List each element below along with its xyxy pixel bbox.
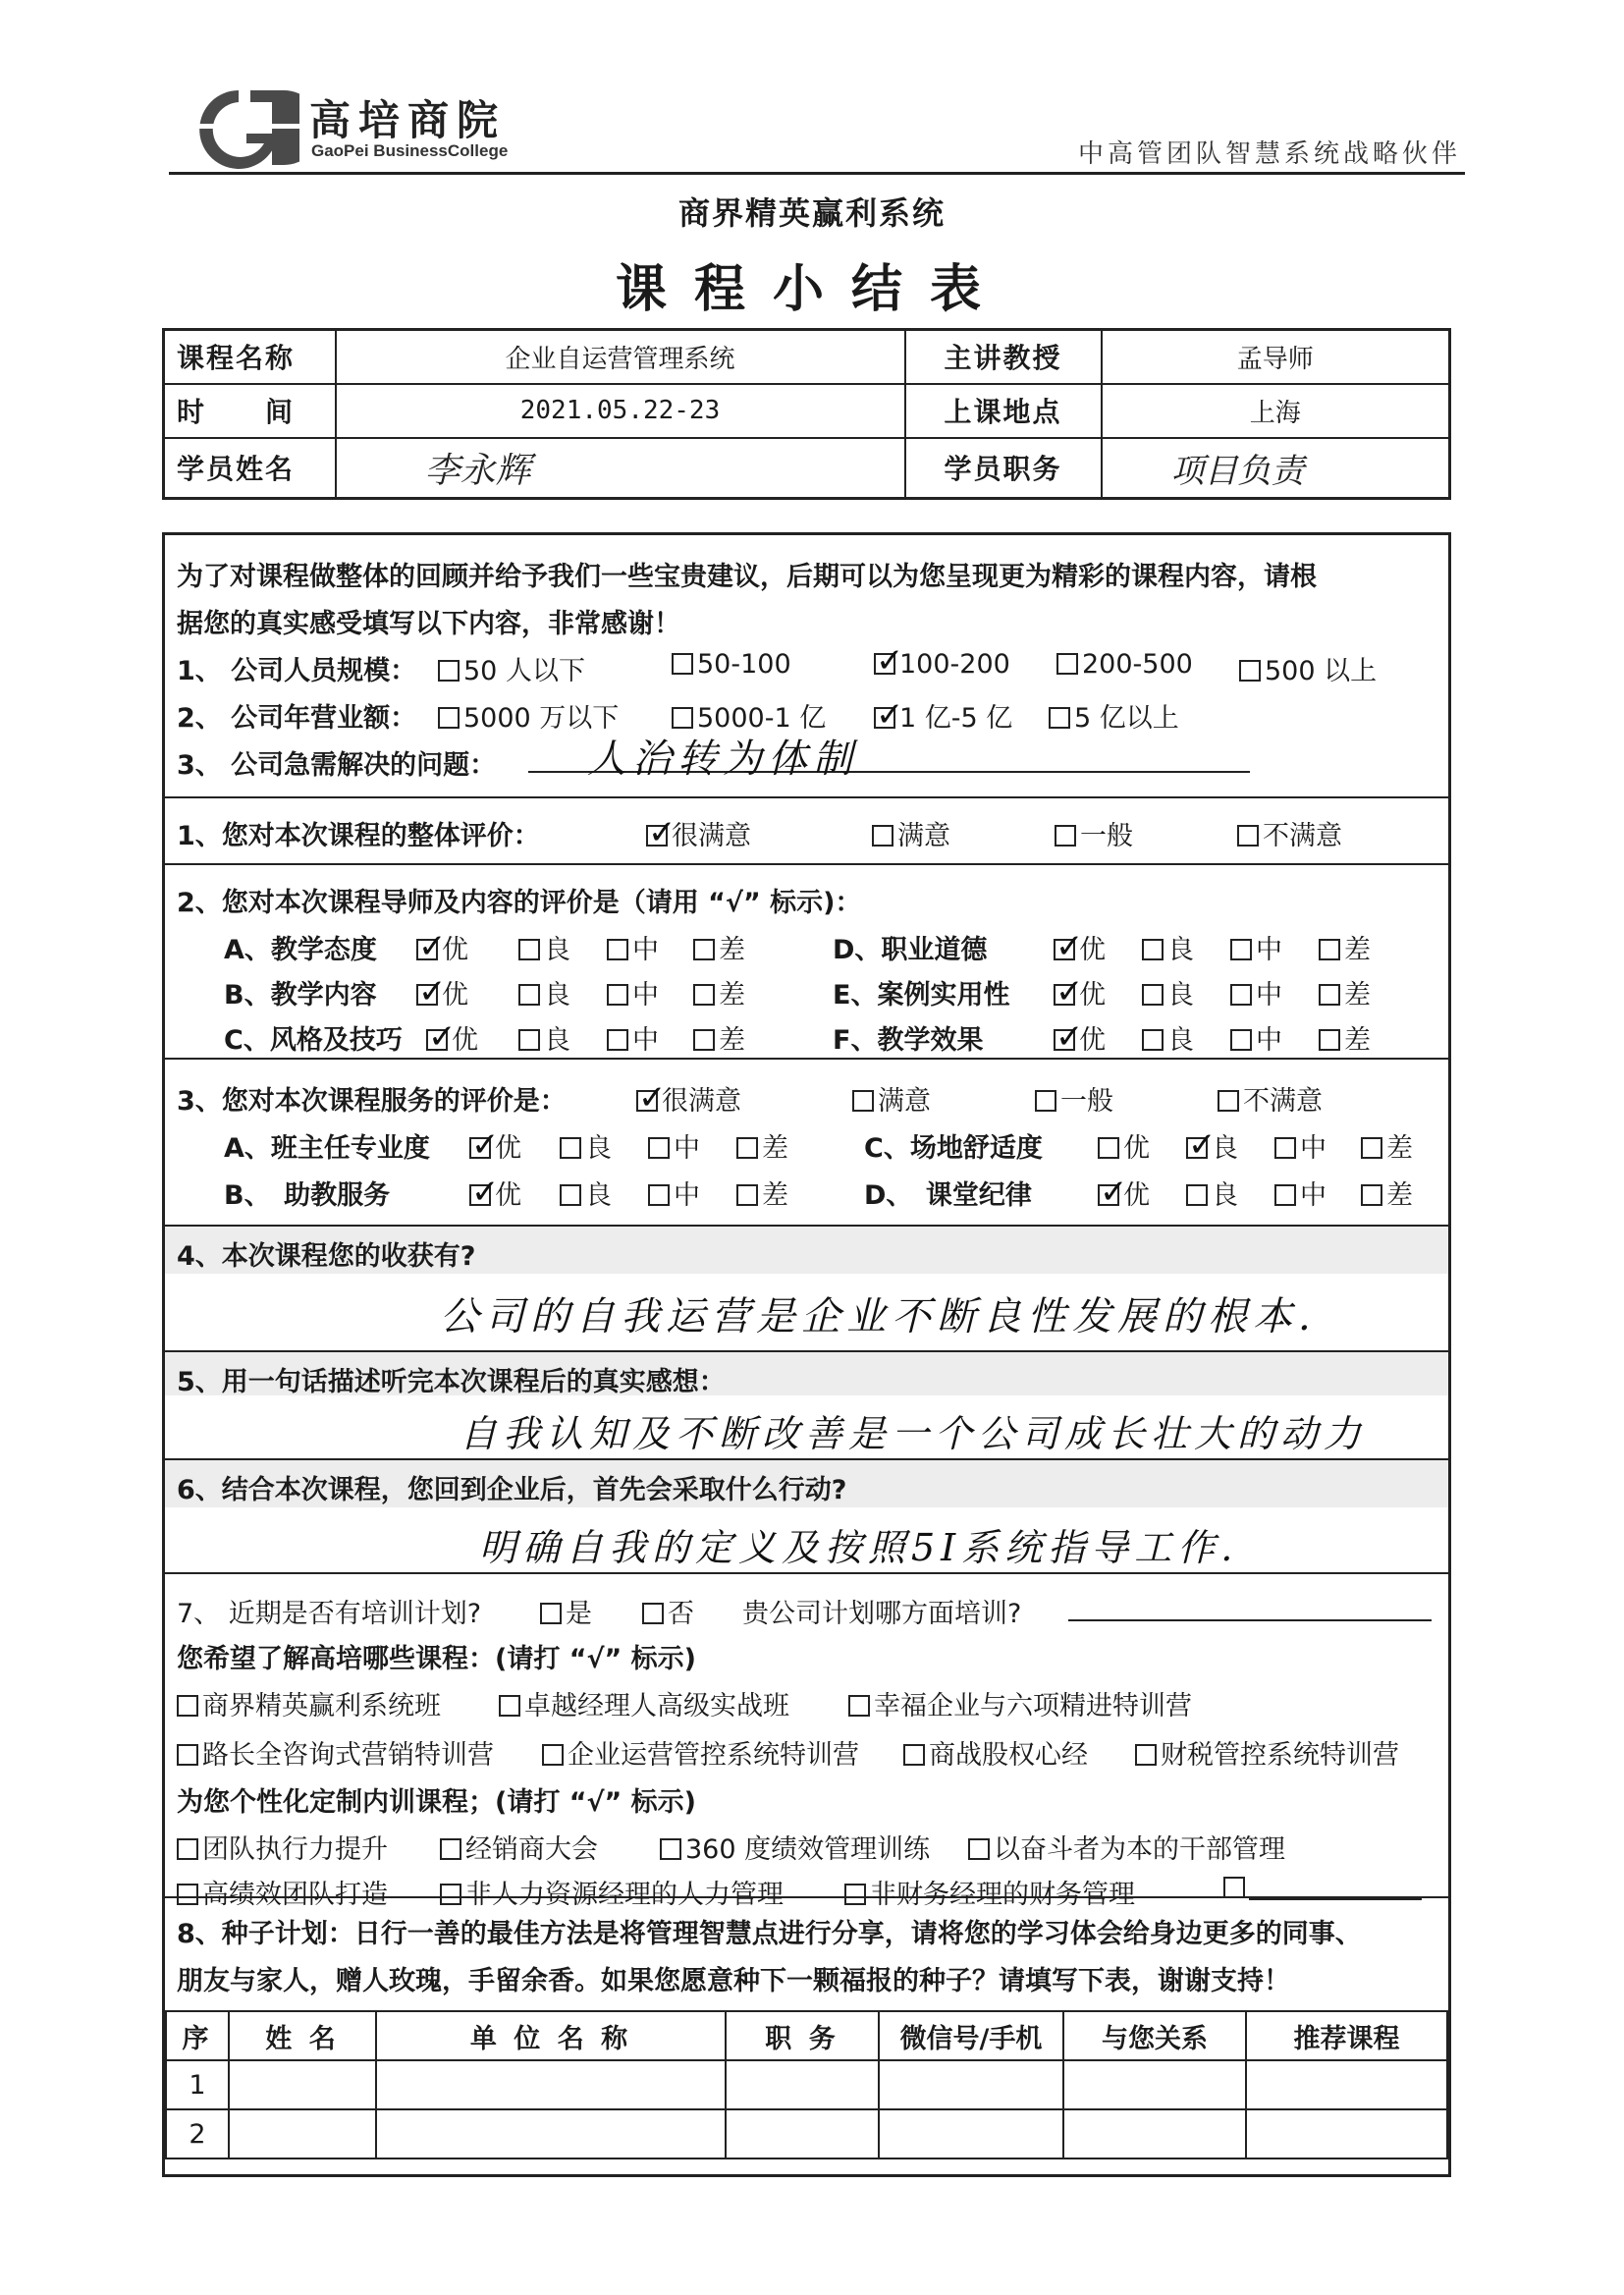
grade-option[interactable]: 差 — [693, 1018, 745, 1057]
checkbox-checked[interactable] — [1186, 1137, 1208, 1159]
checkbox[interactable] — [968, 1838, 990, 1860]
checkbox[interactable] — [736, 1137, 758, 1159]
service-item-c: C、场地舒适度 — [864, 1133, 1043, 1164]
checkbox[interactable] — [1223, 1877, 1245, 1898]
course-option[interactable]: 路长全咨询式营销特训营 — [177, 1733, 494, 1772]
checkbox[interactable] — [848, 1695, 870, 1717]
grade-option[interactable]: 差 — [1319, 973, 1371, 1011]
gain-section — [165, 1227, 1448, 1352]
grade-option[interactable]: 良 — [518, 928, 570, 966]
checkbox[interactable] — [440, 1838, 461, 1860]
grade-option[interactable]: 良 — [560, 1126, 612, 1165]
teacher-item-b: B、教学内容 — [224, 980, 377, 1011]
col-header-position: 职 务 — [726, 2011, 879, 2060]
grade-option[interactable]: 中 — [1230, 1018, 1282, 1057]
training-plan-question: 7、 近期是否有培训计划? — [177, 1599, 482, 1629]
service-item-a: A、班主任专业度 — [224, 1133, 430, 1164]
course-info-table — [162, 328, 1451, 500]
checkbox[interactable] — [1142, 1029, 1164, 1051]
size-option-1[interactable]: 50 人以下 — [438, 649, 585, 687]
row-index: 1 — [166, 2060, 229, 2109]
checkbox[interactable] — [672, 653, 693, 675]
grade-option[interactable]: 良 — [1142, 1018, 1194, 1057]
grade-option[interactable]: ✓ 优 — [469, 1126, 521, 1165]
student-position-label: 学员职务 — [905, 438, 1102, 499]
course-option[interactable]: 商战股权心经 — [903, 1733, 1088, 1772]
checkbox[interactable] — [648, 1184, 670, 1206]
checkbox[interactable] — [1218, 1090, 1239, 1112]
professor-value[interactable]: 孟导师 — [1102, 330, 1450, 384]
survey-form — [162, 532, 1451, 2177]
grade-option[interactable]: ✓ 良 — [1186, 1126, 1238, 1165]
revenue-option-3[interactable]: ✓ 1 亿-5 亿 — [874, 696, 1012, 735]
revenue-option-1[interactable]: 5000 万以下 — [438, 696, 619, 735]
company-info-section — [165, 535, 1448, 798]
student-name-value[interactable]: 李永辉 — [336, 438, 905, 499]
grade-option[interactable]: 差 — [1361, 1174, 1413, 1212]
urgent-problem-answer[interactable]: 人治转为体制 — [587, 737, 858, 782]
col-header-index: 序 — [166, 2011, 229, 2060]
checkbox-checked[interactable] — [874, 653, 895, 675]
grade-option[interactable]: 良 — [1186, 1174, 1238, 1212]
col-header-wechat: 微信号/手机 — [879, 2011, 1063, 2060]
grade-option[interactable]: 优 — [1098, 1126, 1150, 1165]
cell-input[interactable] — [726, 2060, 879, 2109]
checkbox-checked[interactable] — [1054, 939, 1075, 960]
seed-plan-line1: 8、种子计划：日行一善的最佳方法是将管理智慧点进行分享，请将您的学习体会给身边更多的同事、 — [177, 1919, 1362, 1949]
intro-text-line1: 为了对课程做整体的回顾并给予我们一些宝贵建议，后期可以为您呈现更为精彩的课程内容，请根 — [177, 562, 1317, 592]
checkbox[interactable] — [540, 1603, 562, 1624]
course-option[interactable]: 财税管控系统特训营 — [1135, 1733, 1399, 1772]
cell-input[interactable] — [229, 2060, 376, 2109]
location-label: 上课地点 — [905, 384, 1102, 438]
seed-plan-section — [165, 1898, 1448, 2010]
checkbox-checked[interactable] — [1054, 1029, 1075, 1051]
student-name-label: 学员姓名 — [164, 438, 336, 499]
header-divider — [169, 172, 1465, 175]
time-label: 时 间 — [164, 384, 336, 438]
checkbox[interactable] — [438, 707, 460, 729]
checkbox[interactable] — [1239, 660, 1261, 682]
custom-course-option[interactable]: 非人力资源经理的人力管理 — [440, 1873, 784, 1911]
checkbox[interactable] — [177, 1695, 198, 1717]
size-option-4[interactable]: 200-500 — [1056, 649, 1193, 680]
checkbox[interactable] — [1186, 1184, 1208, 1206]
col-header-company: 单 位 名 称 — [376, 2011, 726, 2060]
checkbox[interactable] — [660, 1838, 681, 1860]
service-rating-section — [165, 1060, 1448, 1227]
training-area-question: 贵公司计划哪方面培训? — [742, 1599, 1022, 1629]
grade-option[interactable]: 差 — [693, 973, 745, 1011]
overall-option-average[interactable]: 一般 — [1055, 814, 1133, 852]
action-section — [165, 1460, 1448, 1574]
custom-course-option[interactable]: 360 度绩效管理训练 — [660, 1828, 930, 1866]
service-option-average[interactable]: 一般 — [1035, 1079, 1113, 1118]
checkbox-checked[interactable] — [874, 707, 895, 729]
checkbox[interactable] — [1319, 939, 1340, 960]
grade-option[interactable]: 差 — [1319, 1018, 1371, 1057]
checkbox[interactable] — [872, 825, 893, 847]
checkbox[interactable] — [1098, 1137, 1119, 1159]
revenue-option-4[interactable]: 5 亿以上 — [1049, 696, 1179, 735]
training-section — [165, 1574, 1448, 1910]
course-option[interactable]: 商界精英赢利系统班 — [177, 1684, 441, 1722]
checkbox[interactable] — [1237, 825, 1259, 847]
teacher-rating-label: 2、您对本次课程导师及内容的评价是（请用 “√” 标示)： — [177, 888, 862, 918]
checkbox[interactable] — [177, 1744, 198, 1766]
service-option-unsatisfied[interactable]: 不满意 — [1218, 1079, 1323, 1118]
time-value[interactable]: 2021.05.22-23 — [336, 384, 905, 438]
checkbox[interactable] — [560, 1184, 581, 1206]
grade-option[interactable]: ✓ 优 — [426, 1018, 478, 1057]
grade-option[interactable]: 良 — [518, 1018, 570, 1057]
courses-label: 您希望了解高培哪些课程：(请打 “√” 标示) — [177, 1644, 696, 1674]
overall-option-very-satisfied[interactable]: ✓ 很满意 — [646, 814, 751, 852]
service-option-very-satisfied[interactable]: ✓ 很满意 — [636, 1079, 741, 1118]
checkbox[interactable] — [1056, 653, 1078, 675]
checkbox-checked[interactable] — [416, 939, 438, 960]
grade-option[interactable]: 差 — [736, 1174, 788, 1212]
checkbox[interactable] — [499, 1695, 520, 1717]
grade-option[interactable]: ✓ 优 — [416, 973, 468, 1011]
grade-option[interactable]: ✓ 优 — [1098, 1174, 1150, 1212]
custom-courses-label: 为您个性化定制内训课程；(请打 “√” 标示) — [177, 1787, 696, 1818]
checkbox[interactable] — [642, 1603, 664, 1624]
checkbox[interactable] — [1230, 984, 1252, 1006]
checkbox[interactable] — [693, 1029, 715, 1051]
teacher-item-a: A、教学态度 — [224, 935, 377, 965]
row-index: 2 — [166, 2109, 229, 2158]
other-course-input[interactable] — [1249, 1875, 1422, 1900]
training-area-input[interactable] — [1068, 1619, 1432, 1621]
course-option[interactable]: 幸福企业与六项精进特训营 — [848, 1684, 1192, 1722]
grade-option[interactable]: 差 — [1319, 928, 1371, 966]
custom-course-option[interactable]: 团队执行力提升 — [177, 1828, 388, 1866]
checkbox[interactable] — [852, 1090, 874, 1112]
checkbox[interactable] — [542, 1744, 564, 1766]
custom-course-option[interactable]: 以奋斗者为本的干部管理 — [968, 1828, 1285, 1866]
checkbox-checked[interactable] — [416, 984, 438, 1006]
checkbox[interactable] — [648, 1137, 670, 1159]
cell-input[interactable] — [376, 2060, 726, 2109]
col-header-relation: 与您关系 — [1063, 2011, 1246, 2060]
checkbox[interactable] — [518, 1029, 540, 1051]
custom-course-option[interactable]: 经销商大会 — [440, 1828, 598, 1866]
grade-option[interactable]: ✓ 优 — [1054, 1018, 1106, 1057]
checkbox[interactable] — [672, 707, 693, 729]
grade-option[interactable]: 中 — [1230, 973, 1282, 1011]
table-row — [166, 2060, 1447, 2109]
checkbox[interactable] — [607, 1029, 628, 1051]
checkbox[interactable] — [1049, 707, 1070, 729]
course-name-label: 课程名称 — [164, 330, 336, 384]
service-rating-label: 3、您对本次课程服务的评价是： — [177, 1086, 567, 1117]
grade-option[interactable]: 差 — [693, 928, 745, 966]
checkbox-checked[interactable] — [469, 1184, 491, 1206]
checkbox-checked[interactable] — [646, 825, 668, 847]
checkbox[interactable] — [1319, 1029, 1340, 1051]
overall-option-satisfied[interactable]: 满意 — [872, 814, 950, 852]
checkbox[interactable] — [560, 1137, 581, 1159]
checkbox[interactable] — [1135, 1744, 1157, 1766]
course-name-value[interactable]: 企业自运营管理系统 — [336, 330, 905, 384]
form-title: 课程小结表 — [615, 260, 1008, 319]
grade-option[interactable]: 中 — [1274, 1126, 1326, 1165]
service-item-d: D、 课堂纪律 — [864, 1180, 1032, 1211]
grade-option[interactable]: 差 — [1361, 1126, 1413, 1165]
gp-logo-icon — [182, 84, 299, 171]
checkbox[interactable] — [1274, 1137, 1296, 1159]
checkbox[interactable] — [1274, 1184, 1296, 1206]
grade-option[interactable]: 中 — [648, 1126, 700, 1165]
teacher-rating-section — [165, 865, 1448, 1060]
grade-option[interactable]: 中 — [648, 1174, 700, 1212]
cell-input[interactable] — [1246, 2060, 1447, 2109]
checkbox[interactable] — [518, 939, 540, 960]
action-label: 6、结合本次课程，您回到企业后，首先会采取什么行动? — [177, 1475, 847, 1505]
grade-option[interactable]: 中 — [607, 973, 659, 1011]
service-item-b: B、 助教服务 — [224, 1180, 391, 1211]
urgent-problem-label: 3、 公司急需解决的问题： — [177, 750, 497, 781]
cell-input[interactable] — [1246, 2109, 1447, 2158]
checkbox[interactable] — [1319, 984, 1340, 1006]
action-answer[interactable]: 明确自我的定义及按照5I系统指导工作. — [479, 1526, 1239, 1569]
checkbox-checked[interactable] — [1098, 1184, 1119, 1206]
checkbox[interactable] — [736, 1184, 758, 1206]
location-value[interactable]: 上海 — [1102, 384, 1450, 438]
cell-input[interactable] — [1063, 2109, 1246, 2158]
logo-chinese-name: 高培商院 — [309, 96, 507, 144]
feeling-answer[interactable]: 自我认知及不断改善是一个公司成长壮大的动力 — [460, 1412, 1368, 1455]
checkbox[interactable] — [177, 1838, 198, 1860]
seed-referral-table — [165, 2010, 1448, 2159]
checkbox[interactable] — [1230, 1029, 1252, 1051]
grade-option[interactable]: 良 — [518, 973, 570, 1011]
college-logo — [182, 84, 545, 173]
grade-option[interactable]: 中 — [1230, 928, 1282, 966]
cell-input[interactable] — [1063, 2060, 1246, 2109]
grade-option[interactable]: 良 — [560, 1174, 612, 1212]
feeling-label: 5、用一句话描述听完本次课程后的真实感想： — [177, 1367, 726, 1397]
grade-option[interactable]: ✓ 优 — [1054, 973, 1106, 1011]
grade-option[interactable]: ✓ 优 — [1054, 928, 1106, 966]
grade-option[interactable]: 良 — [1142, 973, 1194, 1011]
feeling-section — [165, 1352, 1448, 1460]
company-size-label: 1、 公司人员规模： — [177, 656, 417, 686]
grade-option[interactable]: 差 — [736, 1126, 788, 1165]
grade-option[interactable]: ✓ 优 — [416, 928, 468, 966]
checkbox[interactable] — [1035, 1090, 1056, 1112]
checkbox[interactable] — [1055, 825, 1076, 847]
custom-course-option[interactable]: 非财务经理的财务管理 — [844, 1873, 1135, 1911]
checkbox-checked[interactable] — [426, 1029, 448, 1051]
checkbox-checked[interactable] — [469, 1137, 491, 1159]
training-plan-no[interactable]: 否 — [642, 1592, 694, 1630]
cell-input[interactable] — [229, 2109, 376, 2158]
checkbox-checked[interactable] — [636, 1090, 658, 1112]
table-row — [166, 2109, 1447, 2158]
cell-input[interactable] — [879, 2109, 1063, 2158]
training-plan-yes[interactable]: 是 — [540, 1592, 592, 1630]
checkbox[interactable] — [1361, 1184, 1382, 1206]
checkbox[interactable] — [1142, 939, 1164, 960]
revenue-option-2[interactable]: 5000-1 亿 — [672, 696, 826, 735]
checkbox-checked[interactable] — [1054, 984, 1075, 1006]
checkbox[interactable] — [438, 660, 460, 682]
course-option[interactable]: 企业运营管控系统特训营 — [542, 1733, 859, 1772]
overall-option-unsatisfied[interactable]: 不满意 — [1237, 814, 1342, 852]
intro-text-line2: 据您的真实感受填写以下内容，非常感谢！ — [177, 609, 680, 639]
table-header-row — [166, 2011, 1447, 2060]
teacher-item-c: C、风格及技巧 — [224, 1025, 403, 1056]
grade-option[interactable]: 中 — [607, 928, 659, 966]
form-subtitle: 商界精英赢利系统 — [677, 194, 946, 232]
col-header-name: 姓 名 — [229, 2011, 376, 2060]
grade-option[interactable]: 中 — [1274, 1174, 1326, 1212]
overall-rating-label: 1、您对本次课程的整体评价： — [177, 821, 540, 851]
checkbox[interactable] — [1142, 984, 1164, 1006]
course-option[interactable]: 卓越经理人高级实战班 — [499, 1684, 789, 1722]
col-header-course: 推荐课程 — [1246, 2011, 1447, 2060]
checkbox[interactable] — [1230, 939, 1252, 960]
grade-option[interactable]: 良 — [1142, 928, 1194, 966]
grade-option[interactable]: ✓ 优 — [469, 1174, 521, 1212]
header-tagline: 中高管团队智慧系统战略伙伴 — [1077, 139, 1461, 169]
teacher-item-d: D、职业道德 — [833, 935, 988, 965]
seed-plan-line2: 朋友与家人，赠人玫瑰，手留余香。如果您愿意种下一颗福报的种子？请填写下表，谢谢支持！ — [177, 1966, 1290, 1996]
overall-rating-section — [165, 798, 1448, 865]
custom-course-option[interactable]: 高绩效团队打造 — [177, 1873, 388, 1911]
cell-input[interactable] — [726, 2109, 879, 2158]
size-option-5[interactable]: 500 以上 — [1239, 649, 1377, 687]
logo-english-name: GaoPei BusinessCollege — [311, 141, 509, 160]
checkbox[interactable] — [903, 1744, 925, 1766]
gain-label: 4、本次课程您的收获有? — [177, 1241, 476, 1272]
student-position-value[interactable]: 项目负责 — [1102, 438, 1450, 499]
checkbox[interactable] — [518, 984, 540, 1006]
size-option-2[interactable]: 50-100 — [672, 649, 791, 680]
gain-answer[interactable]: 公司的自我运营是企业不断良性发展的根本. — [440, 1294, 1317, 1339]
teacher-item-f: F、教学效果 — [833, 1025, 984, 1056]
cell-input[interactable] — [879, 2060, 1063, 2109]
checkbox[interactable] — [693, 939, 715, 960]
size-option-3[interactable]: ✓ 100-200 — [874, 649, 1010, 680]
checkbox[interactable] — [693, 984, 715, 1006]
professor-label: 主讲教授 — [905, 330, 1102, 384]
cell-input[interactable] — [376, 2109, 726, 2158]
grade-option[interactable]: 中 — [607, 1018, 659, 1057]
teacher-item-e: E、案例实用性 — [833, 980, 1010, 1011]
service-option-satisfied[interactable]: 满意 — [852, 1079, 931, 1118]
checkbox[interactable] — [607, 984, 628, 1006]
checkbox[interactable] — [1361, 1137, 1382, 1159]
checkbox[interactable] — [607, 939, 628, 960]
revenue-label: 2、 公司年营业额： — [177, 703, 417, 734]
